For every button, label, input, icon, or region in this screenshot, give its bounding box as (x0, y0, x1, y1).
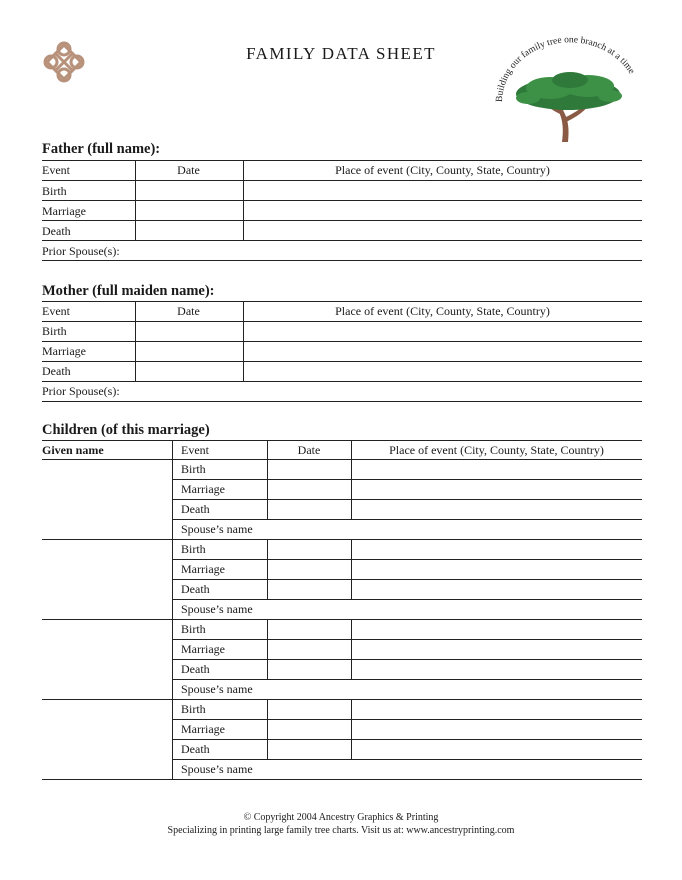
prior-spouses-label: Prior Spouse(s): (42, 384, 120, 398)
divider (172, 719, 642, 720)
divider (351, 539, 352, 599)
column-header-date: Date (177, 163, 200, 177)
row-label-spouse: Spouse’s name (181, 682, 253, 696)
divider (172, 739, 642, 740)
divider (172, 759, 642, 760)
row-label-death: Death (42, 224, 71, 238)
divider (135, 160, 136, 240)
column-header-date: Date (297, 443, 321, 457)
prior-spouses-label: Prior Spouse(s): (42, 244, 120, 258)
row-label-birth: Birth (42, 184, 67, 198)
divider (172, 579, 642, 580)
row-label-spouse: Spouse’s name (181, 762, 253, 776)
divider (351, 699, 352, 759)
divider (42, 341, 642, 342)
divider (42, 619, 642, 620)
mother-heading: Mother (full maiden name): (42, 283, 215, 299)
divider (172, 499, 642, 500)
divider (135, 301, 136, 381)
divider (172, 659, 642, 660)
row-label-spouse: Spouse’s name (181, 522, 253, 536)
column-header-event: Event (42, 163, 70, 177)
column-header-date: Date (177, 304, 200, 318)
family-tree-logo (488, 34, 648, 146)
divider (42, 301, 642, 302)
father-heading: Father (full name): (42, 141, 161, 157)
row-label-death: Death (181, 742, 210, 756)
divider (42, 160, 642, 161)
divider (172, 639, 642, 640)
divider (172, 479, 642, 480)
footer-tagline: Specializing in printing large family tree charts. Visit us at: www.ancestryprinting.com (167, 825, 515, 836)
divider (351, 440, 352, 519)
row-label-birth: Birth (42, 324, 67, 338)
divider (243, 160, 244, 240)
divider (42, 260, 642, 261)
column-header-place: Place of event (City, County, State, Country) (335, 304, 550, 318)
divider (267, 539, 268, 599)
row-label-marriage: Marriage (181, 562, 225, 576)
divider (42, 440, 642, 441)
copyright-notice: © Copyright 2004 Ancestry Graphics & Printing (243, 812, 439, 823)
logo-slogan: Building our family tree one branch at a time (494, 35, 637, 103)
children-heading: Children (of this marriage) (42, 422, 210, 438)
divider (42, 459, 642, 460)
row-label-marriage: Marriage (42, 204, 86, 218)
divider (42, 401, 642, 402)
divider (42, 539, 642, 540)
divider (267, 619, 268, 679)
row-label-death: Death (42, 364, 71, 378)
row-label-marriage: Marriage (181, 722, 225, 736)
divider (267, 440, 268, 519)
row-label-marriage: Marriage (181, 642, 225, 656)
row-label-death: Death (181, 502, 210, 516)
row-label-death: Death (181, 582, 210, 596)
row-label-marriage: Marriage (181, 482, 225, 496)
divider (42, 321, 642, 322)
divider (42, 361, 642, 362)
divider (172, 440, 173, 779)
row-label-marriage: Marriage (42, 344, 86, 358)
row-label-spouse: Spouse’s name (181, 602, 253, 616)
divider (172, 559, 642, 560)
divider (172, 519, 642, 520)
row-label-birth: Birth (181, 542, 206, 556)
divider (42, 699, 642, 700)
row-label-death: Death (181, 662, 210, 676)
column-header-event: Event (181, 443, 209, 457)
column-header-place: Place of event (City, County, State, Country) (389, 443, 604, 457)
divider (172, 599, 642, 600)
column-header-place: Place of event (City, County, State, Country) (335, 163, 550, 177)
column-header-given-name: Given name (42, 443, 104, 457)
divider (243, 301, 244, 381)
divider (351, 619, 352, 679)
row-label-birth: Birth (181, 622, 206, 636)
divider (42, 200, 642, 201)
divider (42, 180, 642, 181)
divider (172, 679, 642, 680)
divider (267, 699, 268, 759)
row-label-birth: Birth (181, 702, 206, 716)
divider (42, 240, 642, 241)
page-title: FAMILY DATA SHEET (246, 44, 436, 63)
column-header-event: Event (42, 304, 70, 318)
divider (42, 779, 642, 780)
row-label-birth: Birth (181, 462, 206, 476)
divider (42, 220, 642, 221)
divider (42, 381, 642, 382)
